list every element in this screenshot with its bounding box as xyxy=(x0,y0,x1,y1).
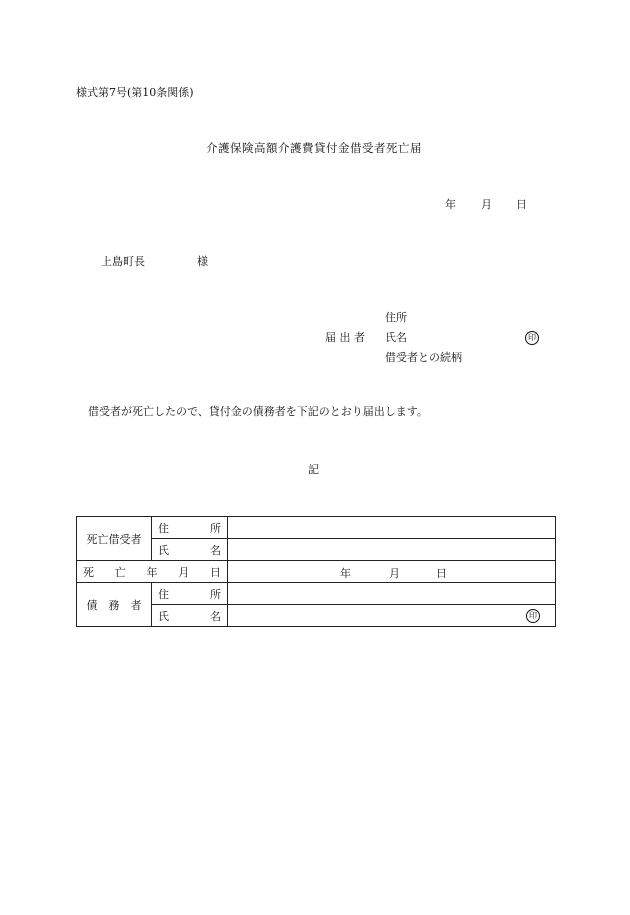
seal-icon: 印 xyxy=(525,331,539,345)
deceased-name-field xyxy=(228,539,556,561)
debtor-name-label: 氏 名 xyxy=(152,605,228,627)
seal-icon: 印 xyxy=(526,609,540,623)
date-month: 月 xyxy=(481,198,492,211)
deceased-label: 死亡借受者 xyxy=(77,517,152,561)
notifier-relation-label: 借受者との続柄 xyxy=(385,351,462,364)
debtor-name-field xyxy=(228,605,556,627)
addressee-name: 上島町長 xyxy=(101,255,145,268)
death-year: 年 xyxy=(340,567,351,580)
notifier-name-label: 氏名 xyxy=(385,331,407,344)
death-date-label: 死 亡 年 月 日 xyxy=(77,561,228,583)
deceased-address-field xyxy=(228,517,556,539)
debtor-address-label: 住 所 xyxy=(152,583,228,605)
death-month: 月 xyxy=(389,567,400,580)
form-number: 様式第7号(第10条関係) xyxy=(76,86,194,99)
notifier-label: 届 出 者 xyxy=(325,331,365,344)
date-year: 年 xyxy=(445,198,456,211)
ki-heading: 記 xyxy=(308,463,319,476)
death-day: 日 xyxy=(436,567,447,580)
record-table xyxy=(76,516,556,627)
date-day: 日 xyxy=(516,198,527,211)
addressee-honorific: 様 xyxy=(197,255,208,268)
table-row xyxy=(77,561,556,583)
notifier-address-label: 住所 xyxy=(385,311,407,324)
table-row xyxy=(77,583,556,605)
debtor-address-field xyxy=(228,583,556,605)
deceased-address-label: 住 所 xyxy=(152,517,228,539)
document-title: 介護保険高額介護費貸付金借受者死亡届 xyxy=(206,141,422,155)
debtor-label: 債 務 者 xyxy=(77,583,152,627)
deceased-name-label: 氏 名 xyxy=(152,539,228,561)
table-row xyxy=(77,517,556,539)
death-date-field xyxy=(228,561,556,583)
body-text: 借受者が死亡したので、貸付金の債務者を下記のとおり届出します。 xyxy=(88,405,428,418)
